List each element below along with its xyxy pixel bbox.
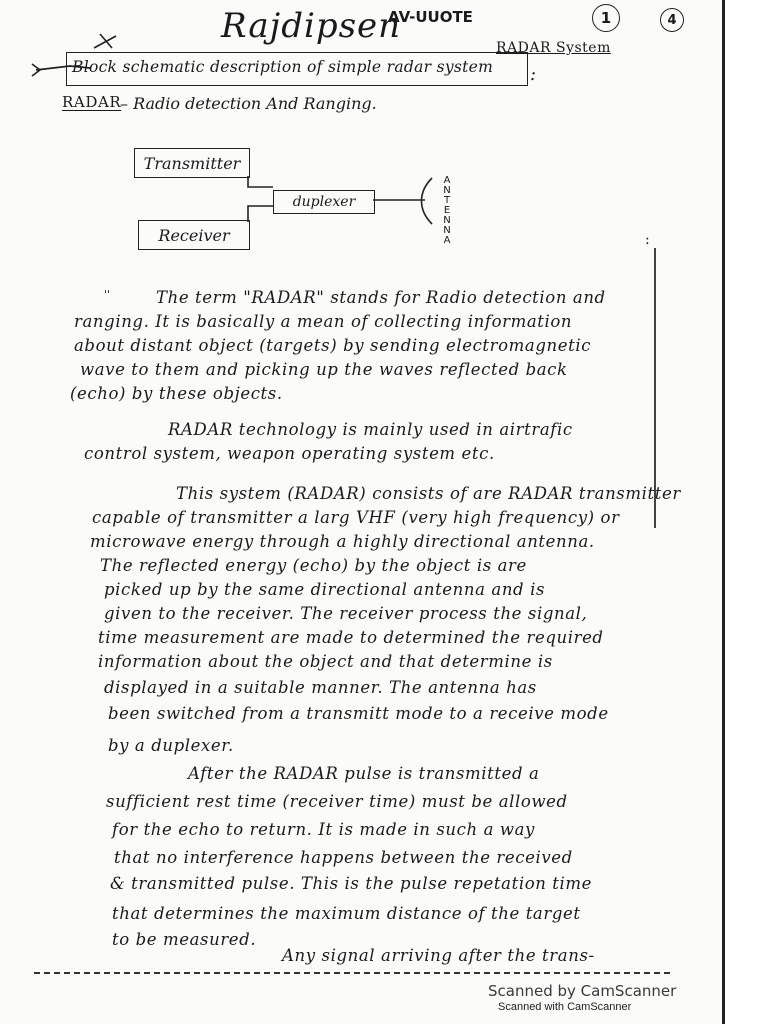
p3-line-3: microwave energy through a highly directional antenna.: [90, 532, 595, 551]
p1-line-4: wave to them and picking up the waves reflected back: [80, 360, 568, 379]
p3-line-6: given to the receiver. The receiver process the signal,: [104, 604, 588, 623]
heading-colon: :: [530, 64, 537, 85]
page-number-circle: 1: [592, 4, 620, 32]
p3-line-4: The reflected energy (echo) by the object is are: [100, 556, 527, 575]
p4-line-7: to be measured.: [112, 930, 257, 949]
diagram-connections: [180, 170, 460, 230]
p4-line-3: for the echo to return. It is made in such a way: [112, 820, 535, 839]
page-number-circle-right: 4: [660, 8, 684, 32]
p4-line-8: Any signal arriving after the trans-: [282, 946, 595, 965]
scanner-caption: Scanned with CamScanner: [498, 1001, 632, 1013]
margin-mark: :: [645, 232, 650, 248]
p4-line-2: sufficient rest time (receiver time) must be allowed: [106, 792, 568, 811]
p3-line-5: picked up by the same directional antenna and is: [104, 580, 546, 599]
p3-line-1: This system (RADAR) consists of are RADAR transmitter: [176, 484, 681, 503]
p3-line-8: information about the object and that determine is: [98, 652, 553, 671]
subject-label: RADAR System: [496, 40, 611, 56]
antenna-label: A N T E N N A: [443, 175, 451, 246]
p1-line-5: (echo) by these objects.: [70, 384, 283, 403]
p4-line-4: that no interference happens between the received: [114, 848, 573, 867]
transmitter-block: Transmitter: [134, 148, 250, 178]
p4-line-5: & transmitted pulse. This is the pulse repetation time: [110, 874, 593, 893]
p1-line-2: ranging. It is basically a mean of collecting information: [74, 312, 573, 331]
page-bottom-rule: [34, 972, 670, 974]
p3-line-10: been switched from a transmitt mode to a receive mode: [108, 704, 609, 723]
p4-line-1: After the RADAR pulse is transmitted a: [188, 764, 540, 783]
document-code: AV-UUOTE: [388, 8, 473, 26]
radar-expansion: – Radio detection And Ranging.: [120, 94, 377, 113]
scanner-watermark: Scanned by CamScanner: [488, 982, 677, 1000]
indent-mark: '': [104, 288, 111, 301]
radar-abbreviation: RADAR: [62, 93, 122, 111]
p2-line-2: control system, weapon operating system etc.: [84, 444, 495, 463]
p2-line-1: RADAR technology is mainly used in airtrafic: [168, 420, 573, 439]
heading-title: Block schematic description of simple radar system: [72, 58, 494, 76]
receiver-block: Receiver: [138, 220, 250, 250]
p3-line-2: capable of transmitter a larg VHF (very high frequency) or: [92, 508, 620, 527]
author-name: Rajdipsen: [221, 6, 402, 46]
p3-line-7: time measurement are made to determined the required: [98, 628, 604, 647]
scan-edge-strip: [722, 0, 768, 1024]
duplexer-block: duplexer: [273, 190, 375, 214]
p1-line-3: about distant object (targets) by sending electromagnetic: [74, 336, 592, 355]
p4-line-6: that determines the maximum distance of the target: [112, 904, 581, 923]
p3-line-11: by a duplexer.: [108, 736, 234, 755]
p1-line-1: The term "RADAR" stands for Radio detection and: [156, 288, 606, 307]
p3-line-9: displayed in a suitable manner. The antenna has: [104, 678, 537, 697]
